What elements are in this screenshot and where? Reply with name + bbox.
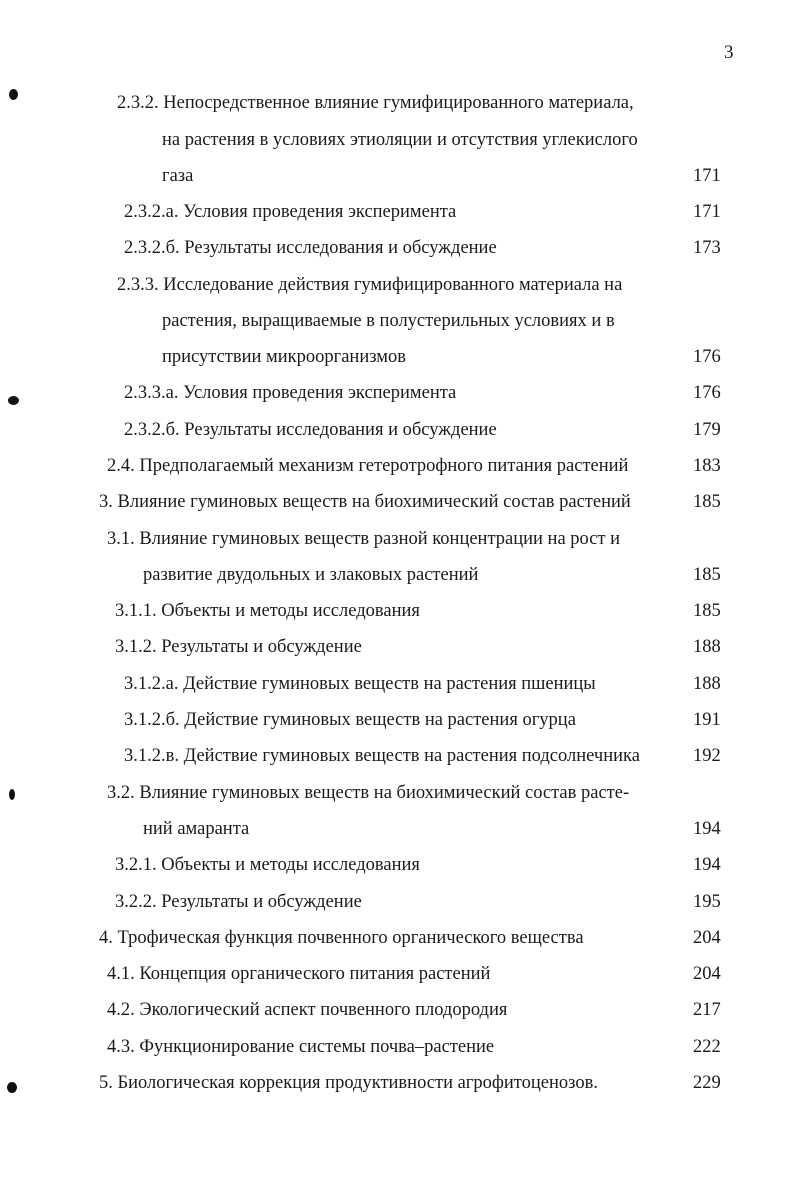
toc-entry-text: растения, выращиваемые в полустерильных условиях и в xyxy=(162,311,615,331)
toc-entry-page: 194 xyxy=(693,855,721,875)
toc-entry-text: 2.4. Предполагаемый механизм гетеротрофного питания растений xyxy=(107,456,629,476)
toc-entry-page: 185 xyxy=(693,492,721,512)
toc-entry-page: 229 xyxy=(693,1073,721,1093)
toc-entry-text: 4.1. Концепция органического питания растений xyxy=(107,964,491,984)
toc-entry-text: 2.3.3.а. Условия проведения эксперимента xyxy=(124,383,457,403)
toc-entry-text: 2.3.2.б. Результаты исследования и обсуждение xyxy=(124,420,497,440)
toc-entry-text: развитие двудольных и злаковых растений xyxy=(143,565,479,585)
toc-entry-page: 222 xyxy=(693,1037,721,1057)
toc-entry-page: 173 xyxy=(693,238,721,258)
toc-entry-text: 3.2.2. Результаты и обсуждение xyxy=(115,892,362,912)
scan-mark xyxy=(9,789,15,800)
toc-entry-page: 217 xyxy=(693,1000,721,1020)
scan-mark xyxy=(7,1082,17,1093)
toc-entry-text: 5. Биологическая коррекция продуктивности агрофитоценозов. xyxy=(99,1073,598,1093)
toc-entry-page: 204 xyxy=(693,928,721,948)
toc-entry-text: 2.3.2.б. Результаты исследования и обсуждение xyxy=(124,238,497,258)
toc-entry-text: на растения в условиях этиоляции и отсутствия углекислого xyxy=(162,130,638,150)
toc-entry-text: 3.1.2.в. Действие гуминовых веществ на растения подсолнечника xyxy=(124,746,640,766)
toc-entry-text: 3. Влияние гуминовых веществ на биохимический состав растений xyxy=(99,492,631,512)
toc-entry-text: 2.3.3. Исследование действия гумифицированного материала на xyxy=(117,275,623,295)
toc-entry-text: 3.1.2. Результаты и обсуждение xyxy=(115,637,362,657)
toc-entry-text: 3.1. Влияние гуминовых веществ разной концентрации на рост и xyxy=(107,529,621,549)
toc-entry-text: 3.1.2.б. Действие гуминовых веществ на растения огурца xyxy=(124,710,576,730)
toc-entry-text: ний амаранта xyxy=(143,819,250,839)
toc-entry-page: 204 xyxy=(693,964,721,984)
toc-entry-page: 188 xyxy=(693,674,721,694)
toc-entry-page: 183 xyxy=(693,456,721,476)
page-number: 3 xyxy=(724,42,734,63)
toc-entry-page: 171 xyxy=(693,166,721,186)
toc-entry-text: 3.1.2.а. Действие гуминовых веществ на растения пшеницы xyxy=(124,674,596,694)
toc-entry-page: 192 xyxy=(693,746,721,766)
toc-entry-page: 176 xyxy=(693,347,721,367)
toc-entry-text: 4. Трофическая функция почвенного органического вещества xyxy=(99,928,584,948)
toc-entry-page: 185 xyxy=(693,565,721,585)
toc-entry-page: 179 xyxy=(693,420,721,440)
toc-entry-text: 3.1.1. Объекты и методы исследования xyxy=(115,601,420,621)
scan-mark xyxy=(9,89,18,100)
toc-entry-text: 4.2. Экологический аспект почвенного плодородия xyxy=(107,1000,508,1020)
toc-entry-text: 4.3. Функционирование системы почва–растение xyxy=(107,1037,495,1057)
toc-entry-text: 2.3.2.а. Условия проведения эксперимента xyxy=(124,202,457,222)
toc-entry-text: присутствии микроорганизмов xyxy=(162,347,406,367)
toc-entry-page: 191 xyxy=(693,710,721,730)
toc-entry-page: 171 xyxy=(693,202,721,222)
toc-entry-text: 2.3.2. Непосредственное влияние гумифицированного материала, xyxy=(117,93,634,113)
toc-entry-page: 185 xyxy=(693,601,721,621)
toc-entry-text: 3.2. Влияние гуминовых веществ на биохимический состав расте- xyxy=(107,783,630,803)
toc-entry-page: 195 xyxy=(693,892,721,912)
toc-entry-page: 194 xyxy=(693,819,721,839)
toc-entry-page: 176 xyxy=(693,383,721,403)
toc-entry-page: 188 xyxy=(693,637,721,657)
toc-entry-text: 3.2.1. Объекты и методы исследования xyxy=(115,855,420,875)
scan-mark xyxy=(8,396,19,405)
toc-entry-text: газа xyxy=(162,166,194,186)
